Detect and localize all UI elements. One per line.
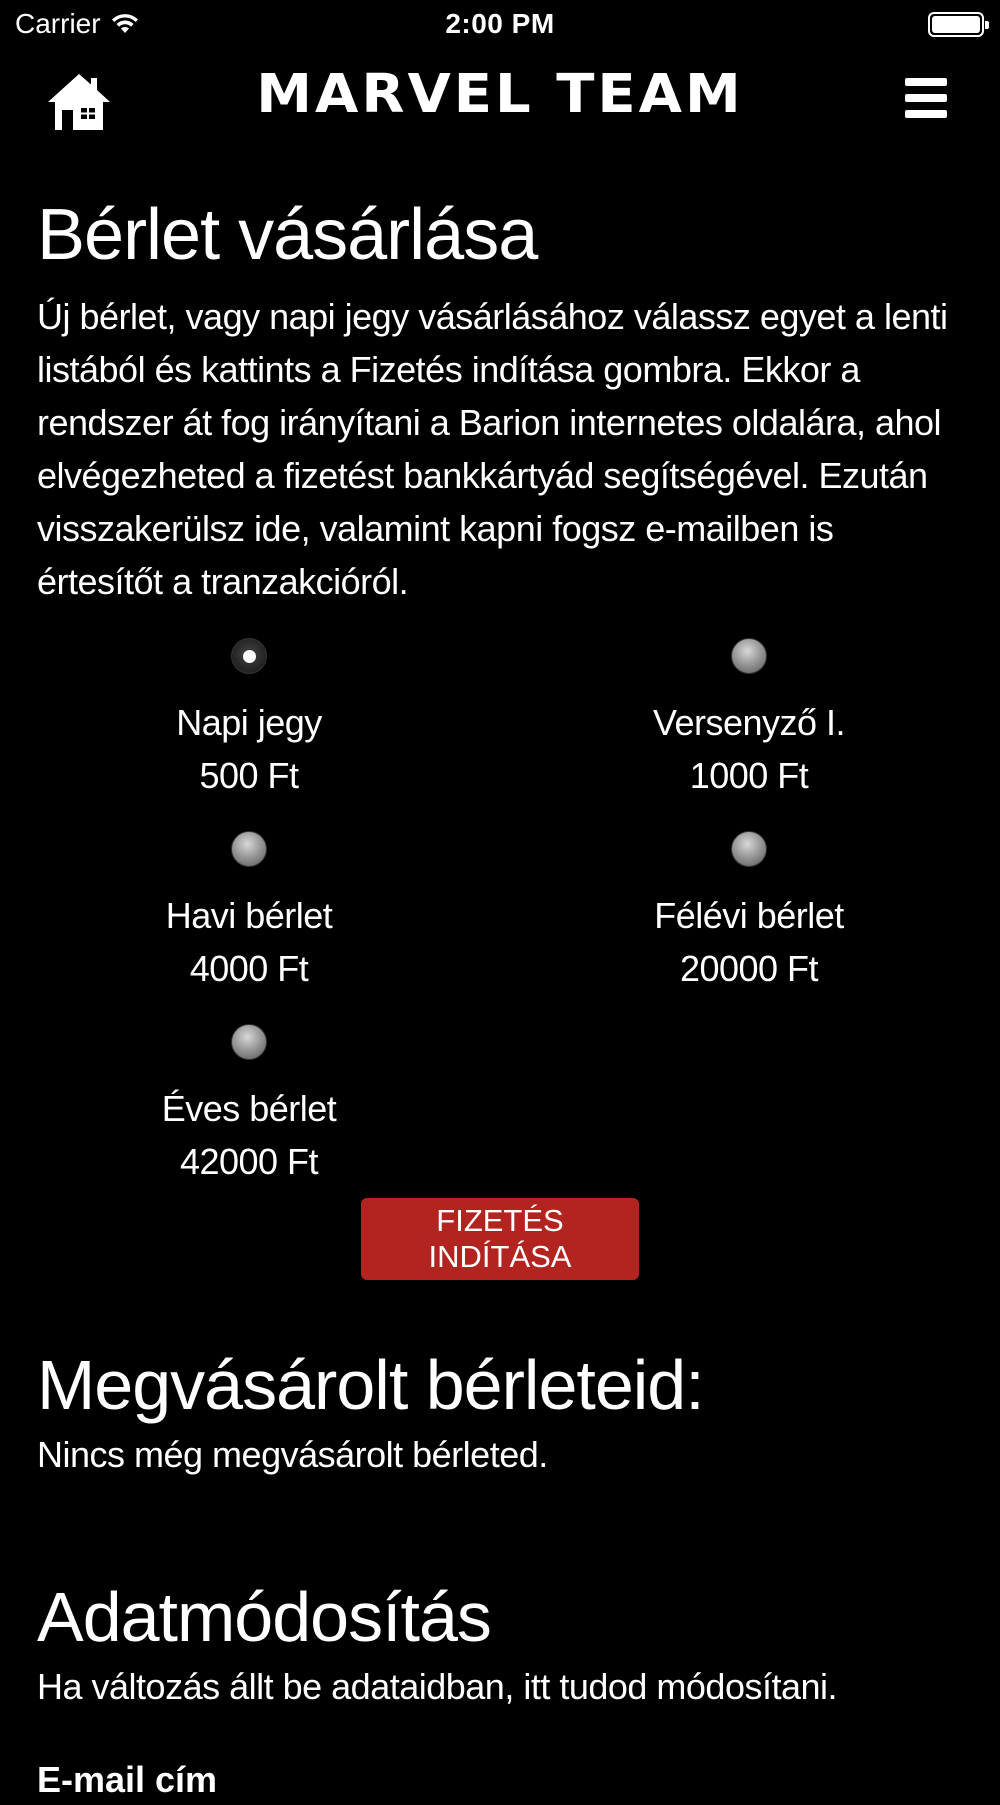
hamburger-menu-icon [905,78,951,118]
purchase-section [37,190,967,1280]
option-label: Versenyző I. [652,702,846,743]
nav-bar [0,52,1000,152]
purchased-passes-section [37,1340,967,1480]
purchase-title: Bérlet vásárlása [37,195,538,275]
radio-button[interactable] [231,831,267,867]
option-label: Napi jegy [176,702,322,743]
battery-icon [928,12,984,37]
option-napi-jegy[interactable] [89,638,409,802]
option-label: Éves bérlet [161,1088,337,1129]
menu-button[interactable] [905,78,951,120]
profile-section [37,1572,967,1712]
radio-button[interactable] [731,831,767,867]
radio-button[interactable] [231,1024,267,1060]
option-price: 4000 Ft [189,948,309,989]
status-bar [0,0,1000,50]
option-versenyzo[interactable] [589,638,909,802]
start-payment-button[interactable]: FIZETÉS INDÍTÁSA [361,1198,639,1280]
option-eves-berlet[interactable] [89,1024,409,1188]
email-field-label: E-mail cím [37,1759,218,1800]
option-price: 1000 Ft [689,755,809,796]
purchased-empty-text: Nincs még megvásárolt bérleted. [37,1434,548,1475]
purchased-title: Megvásárolt bérleteid: [37,1346,704,1424]
option-felevi-berlet[interactable] [589,831,909,995]
option-label: Félévi bérlet [654,895,844,936]
brand-logo: MARVEL TEAM [256,63,744,126]
option-label: Havi bérlet [165,895,333,936]
carrier-label: Carrier [15,8,101,39]
option-price: 20000 Ft [679,948,819,989]
pass-options [37,638,967,1198]
radio-button[interactable] [731,638,767,674]
profile-description: Ha változás állt be adataidban, itt tudod módosítani. [37,1666,838,1707]
option-havi-berlet[interactable] [89,831,409,995]
option-price: 500 Ft [199,755,299,796]
radio-button-selected[interactable] [231,638,267,674]
option-price: 42000 Ft [179,1141,319,1182]
status-time: 2:00 PM [445,8,555,39]
profile-title: Adatmódosítás [37,1578,491,1656]
purchase-intro: Új bérlet, vagy napi jegy vásárlásához válassz egyet a lenti listából és kattints a Fizetés indítása gombra. Ekkor a rendszer át fog irányítani a Barion internetes oldalára, ahol elvégezheted a fizetést bankkártyád segítségével. Ezután visszakerülsz ide, valamint kapni fogsz e-mailben is értesítőt a tranzakcióról. [37,296,948,602]
